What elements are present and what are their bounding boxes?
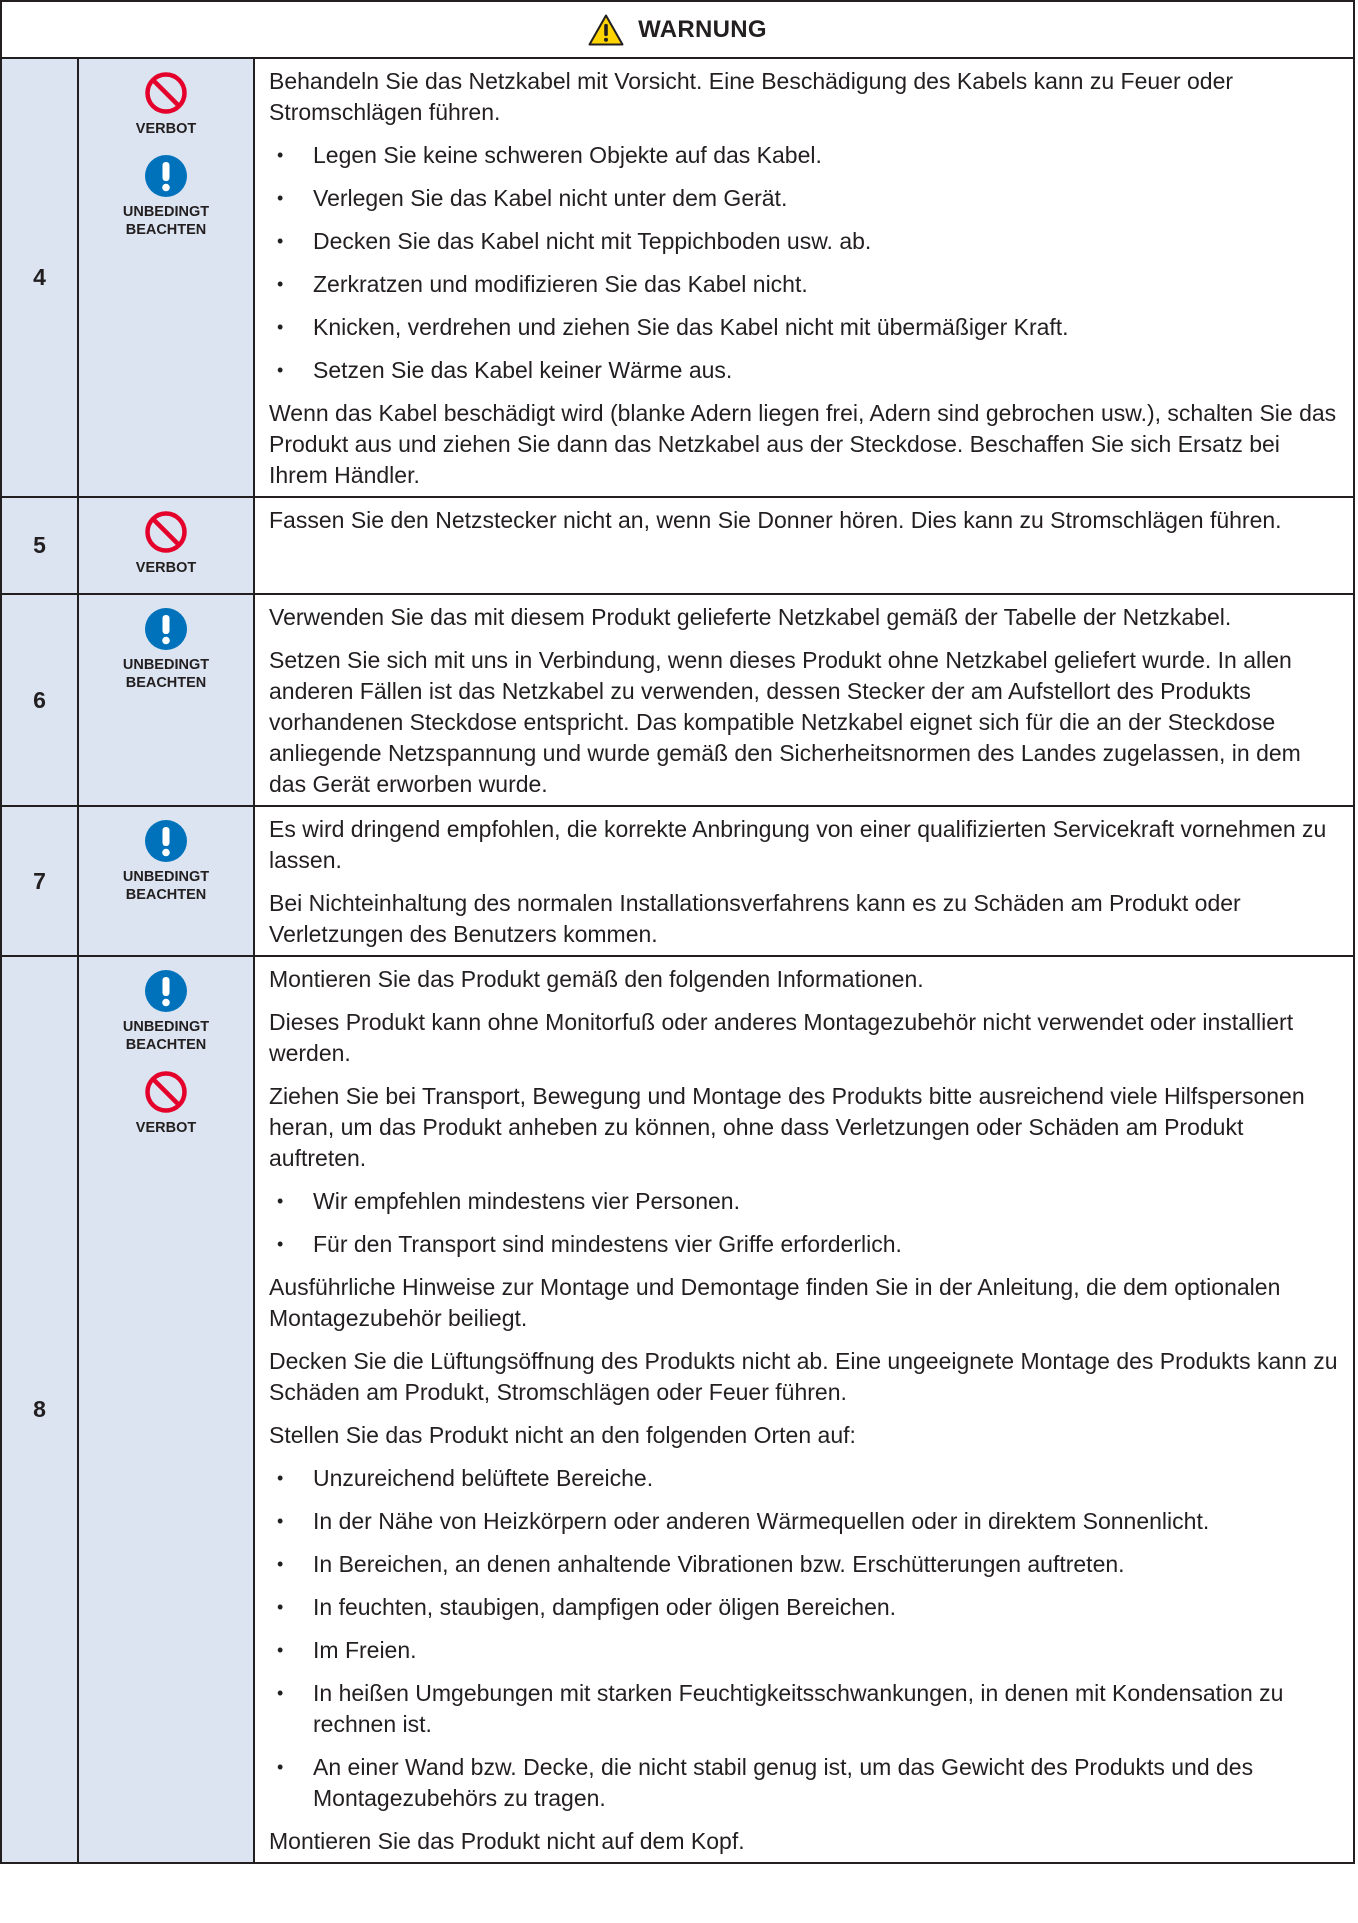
warning-row: [1, 956, 1354, 1863]
mandatory-action-icon: [144, 154, 188, 198]
paragraph: Montieren Sie das Produkt nicht auf dem Kopf.: [269, 1828, 745, 1854]
symbol-cell: [78, 956, 254, 1863]
warning-header: [1, 1, 1354, 58]
paragraph: Behandeln Sie das Netzkabel mit Vorsicht. Eine Beschädigung des Kabels kann zu Feuer oder Stromschlägen führen.: [269, 68, 1234, 125]
bullet-item: • In heißen Umgebungen mit starken Feuchtigkeitsschwankungen, in denen mit Kondensation zu rechnen ist.: [269, 1678, 1341, 1740]
mandatory-action-icon: [144, 819, 188, 863]
paragraph: Ziehen Sie bei Transport, Bewegung und Montage des Produkts bitte ausreichend viele Hilfspersonen heran, um das Produkt anheben zu können, ohne dass Verletzungen oder Schäden am Produkt auftreten.: [269, 1083, 1305, 1171]
verbot-label: VERBOT: [135, 121, 197, 137]
paragraph: Fassen Sie den Netzstecker nicht an, wenn Sie Donner hören. Dies kann zu Stromschlägen führen.: [269, 507, 1282, 533]
paragraph: Bei Nichteinhaltung des normalen Installationsverfahrens kann es zu Schäden am Produkt oder Verletzungen des Benutzers kommen.: [269, 890, 1241, 947]
instruction-cell: [254, 594, 1354, 806]
prohibition-icon: [144, 71, 188, 115]
bullet-item: • Knicken, verdrehen und ziehen Sie das Kabel nicht mit übermäßiger Kraft.: [269, 312, 1341, 343]
prohibition-icon: [144, 510, 188, 554]
row-number: 6: [1, 594, 78, 806]
bullet-item: • Zerkratzen und modifizieren Sie das Kabel nicht.: [269, 269, 1341, 300]
bullet-item: • Wir empfehlen mindestens vier Personen.: [269, 1186, 1341, 1217]
paragraph: Stellen Sie das Produkt nicht an den folgenden Orten auf:: [269, 1422, 856, 1448]
bullet-item: • In feuchten, staubigen, dampfigen oder öligen Bereichen.: [269, 1592, 1341, 1623]
bullet-item: • An einer Wand bzw. Decke, die nicht stabil genug ist, um das Gewicht des Produkts und des Montagezubehörs zu tragen.: [269, 1752, 1341, 1814]
paragraph: Montieren Sie das Produkt gemäß den folgenden Informationen.: [269, 966, 924, 992]
symbol-cell: [78, 497, 254, 594]
row-number: 7: [1, 806, 78, 956]
row-number: 4: [1, 58, 78, 497]
warning-row: [1, 594, 1354, 806]
row-number: 5: [1, 497, 78, 594]
paragraph: Es wird dringend empfohlen, die korrekte Anbringung von einer qualifizierten Servicekraft vornehmen zu lassen.: [269, 816, 1327, 873]
verbot-label: VERBOT: [135, 1120, 197, 1136]
prohibition-icon: [144, 1070, 188, 1114]
bullet-item: • Legen Sie keine schweren Objekte auf das Kabel.: [269, 140, 1341, 171]
instruction-cell: [254, 806, 1354, 956]
warning-row: [1, 806, 1354, 956]
warning-triangle-icon: [588, 14, 624, 46]
paragraph: Ausführliche Hinweise zur Montage und Demontage finden Sie in der Anleitung, die dem optionalen Montagezubehör beiliegt.: [269, 1274, 1281, 1331]
paragraph: Decken Sie die Lüftungsöffnung des Produkts nicht ab. Eine ungeeignete Montage des Produkts kann zu Schäden am Produkt, Stromschlägen oder Feuer führen.: [269, 1348, 1338, 1405]
symbol-cell: [78, 58, 254, 497]
verbot-symbol: [79, 510, 253, 577]
beachten-symbol: [79, 819, 253, 904]
mandatory-action-icon: [144, 607, 188, 651]
bullet-item: • In Bereichen, an denen anhaltende Vibrationen bzw. Erschütterungen auftreten.: [269, 1549, 1341, 1580]
bullet-item: • Verlegen Sie das Kabel nicht unter dem Gerät.: [269, 183, 1341, 214]
beachten-symbol: [79, 154, 253, 239]
warning-row: [1, 497, 1354, 594]
bullet-item: • Setzen Sie das Kabel keiner Wärme aus.: [269, 355, 1341, 386]
bullet-item: • Für den Transport sind mindestens vier Griffe erforderlich.: [269, 1229, 1341, 1260]
beachten-label: UNBEDINGT BEACHTEN: [122, 204, 210, 238]
warning-row: [1, 58, 1354, 497]
instruction-cell: [254, 58, 1354, 497]
beachten-symbol: [79, 607, 253, 692]
bullet-item: • Unzureichend belüftete Bereiche.: [269, 1463, 1341, 1494]
beachten-label: UNBEDINGT BEACHTEN: [122, 1019, 210, 1053]
verbot-label: VERBOT: [135, 560, 197, 576]
paragraph: Wenn das Kabel beschädigt wird (blanke Adern liegen frei, Adern sind gebrochen usw.), schalten Sie das Produkt aus und ziehen Sie dann das Netzkabel aus der Steckdose. Beschaffen Sie sich Ersatz bei Ihrem Händler.: [269, 400, 1337, 488]
beachten-label: UNBEDINGT BEACHTEN: [122, 869, 210, 903]
symbol-cell: [78, 806, 254, 956]
paragraph: Dieses Produkt kann ohne Monitorfuß oder anderes Montagezubehör nicht verwendet oder installiert werden.: [269, 1009, 1294, 1066]
instruction-cell: [254, 956, 1354, 1863]
symbol-cell: [78, 594, 254, 806]
verbot-symbol: [79, 1070, 253, 1137]
row-number: 8: [1, 956, 78, 1863]
mandatory-action-icon: [144, 969, 188, 1013]
instruction-cell: [254, 497, 1354, 594]
verbot-symbol: [79, 71, 253, 138]
paragraph: Verwenden Sie das mit diesem Produkt gelieferte Netzkabel gemäß der Tabelle der Netzkabel.: [269, 604, 1232, 630]
bullet-item: • In der Nähe von Heizkörpern oder anderen Wärmequellen oder in direktem Sonnenlicht.: [269, 1506, 1341, 1537]
paragraph: Setzen Sie sich mit uns in Verbindung, wenn dieses Produkt ohne Netzkabel geliefert wurde. In allen anderen Fällen ist das Netzkabel zu verwenden, dessen Stecker der am Aufstellort des Produkts vorhandenen Steckdose entspricht. Das kompatible Netzkabel eignet sich für die an der Steckdose anliegende Netzspannung und wurde gemäß den Sicherheitsnormen des Landes zugelassen, in dem das Gerät erworben wurde.: [269, 647, 1301, 797]
bullet-item: • Decken Sie das Kabel nicht mit Teppichboden usw. ab.: [269, 226, 1341, 257]
bullet-item: • Im Freien.: [269, 1635, 1341, 1666]
beachten-label: UNBEDINGT BEACHTEN: [122, 657, 210, 691]
beachten-symbol: [79, 969, 253, 1054]
warning-title: WARNUNG: [638, 15, 767, 43]
